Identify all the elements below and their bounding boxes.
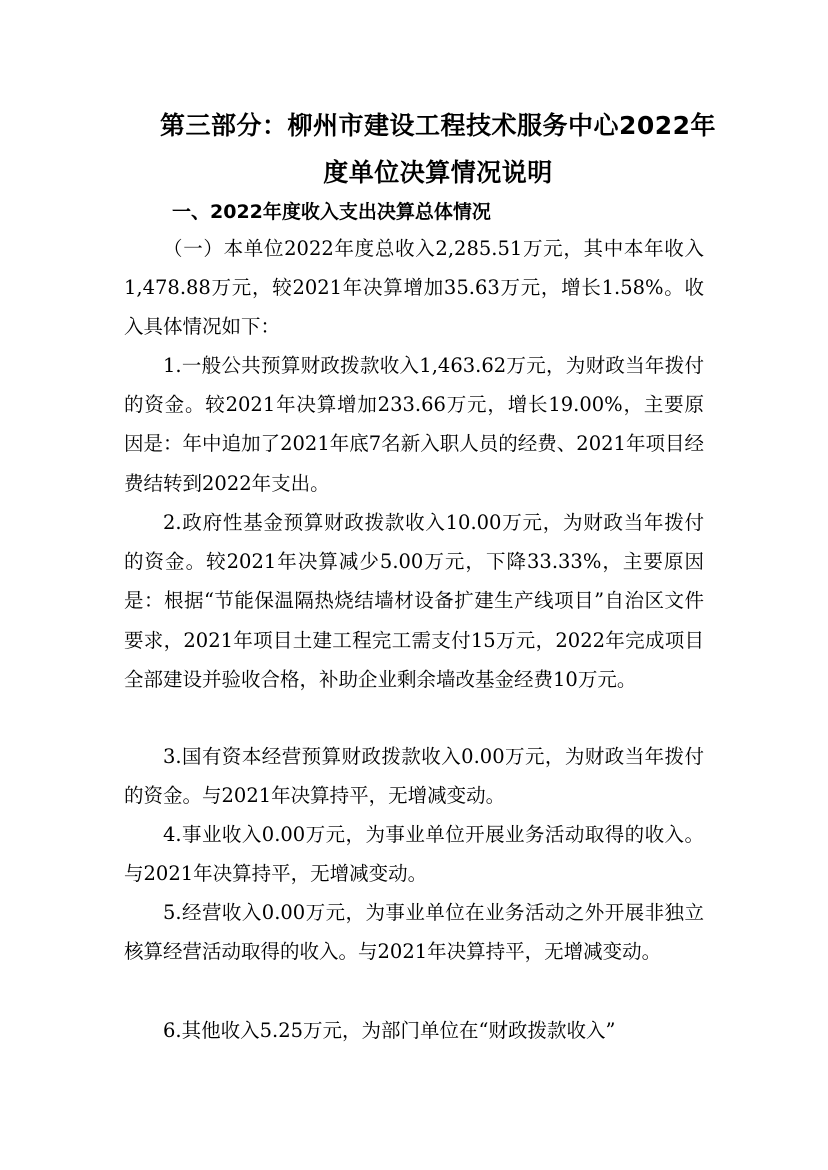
document-title-line2: 度单位决算情况说明 [323,158,553,187]
paragraph-business-income: 4.事业收入0.00万元，为事业单位开展业务活动取得的收入。与2021年决算持平，无增减变动。 [124,823,704,886]
paragraph-state-capital-income: 3.国有资本经营预算财政拨款收入0.00万元，为财政当年拨付的资金。与2021年决算持平，无增减变动。 [124,745,704,808]
paragraph-total-income: （一）本单位2022年度总收入2,285.51万元，其中本年收入1,478.88万元，较2021年决算增加35.63万元，增长1.58%。收入具体情况如下： [124,237,704,339]
paragraph-government-fund-income: 2.政府性基金预算财政拨款收入10.00万元，为财政当年拨付的资金。较2021年决算减少5.00万元，下降33.33%，主要原因是：根据“节能保温隔热烧结墙材设备扩建生产线项目”自治区文件要求，2021年项目土建工程完工需支付15万元，2022年完成项目全部建设并验收合格，补助企业剩余墙改基金经费10万元。 [124,511,704,691]
paragraph-general-budget-income: 1.一般公共预算财政拨款收入1,463.62万元，为财政当年拨付的资金。较2021年决算增加233.66万元，增长19.00%，主要原因是：年中追加了2021年底7名新入职人员的经费、2021年项目经费结转到2022年支出。 [124,354,704,495]
paragraph-other-income: 6.其他收入5.25万元，为部门单位在“财政拨款收入” [163,1019,616,1042]
section-heading: 一、2022年度收入支出决算总体情况 [172,201,491,223]
document-title-line1: 第三部分：柳州市建设工程技术服务中心2022年 [159,111,717,140]
paragraph-operating-income: 5.经营收入0.00万元，为事业单位在业务活动之外开展非独立核算经营活动取得的收入。与2021年决算持平，无增减变动。 [124,901,704,964]
